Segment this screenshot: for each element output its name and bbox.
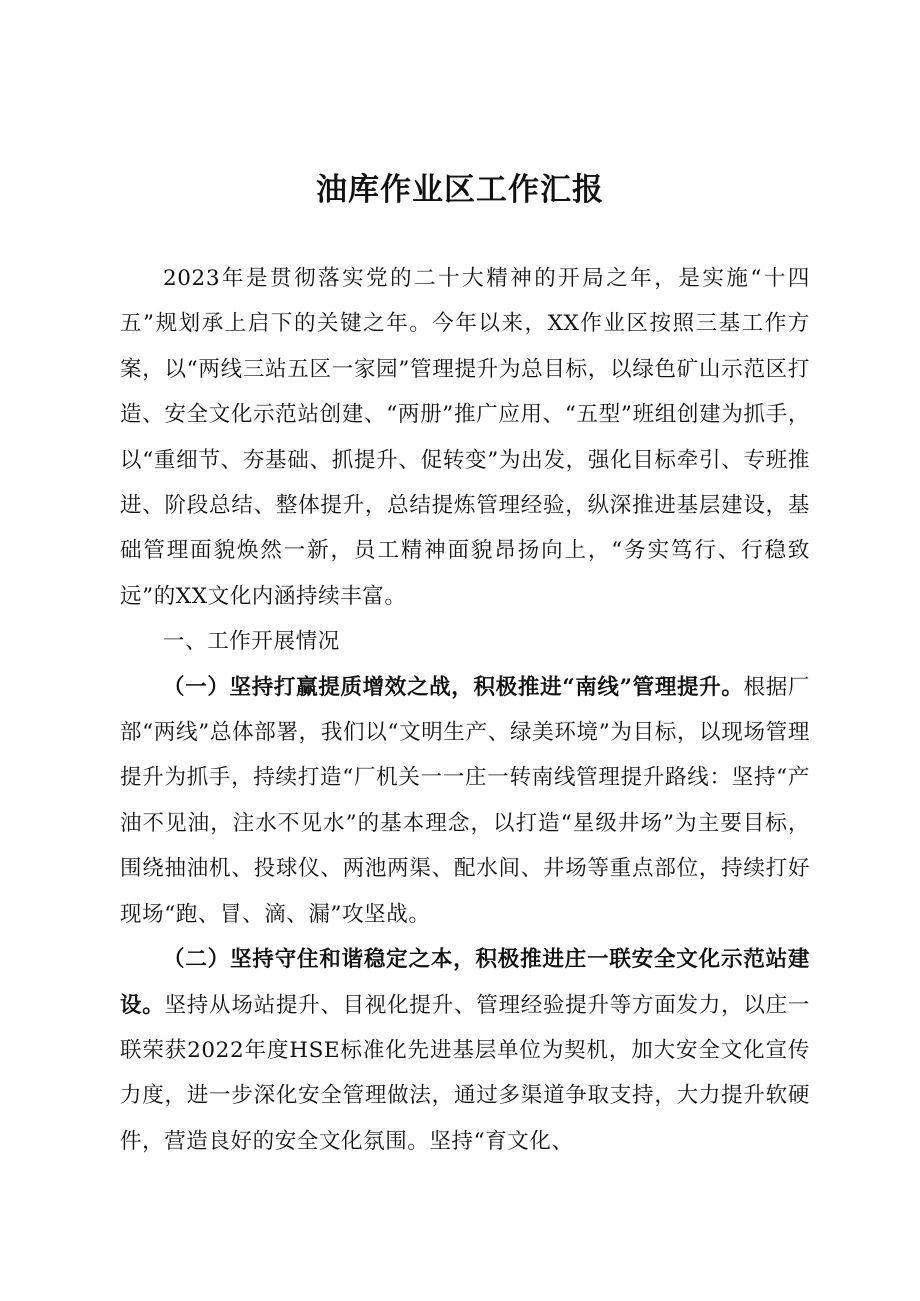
item-2-body: 坚持从场站提升、目视化提升、管理经验提升等方面发力，以庄一联荣获2022年度HSE标准化先进基层单位为契机，加大安全文化宣传力度，进一步深化安全管理做法，通过多渠道争取支持，大力提升软硬件，营造良好的安全文化氛围。坚持“育文化、 [120,992,810,1154]
item-1-body: 根据厂部“两线”总体部署，我们以“文明生产、绿美环境”为目标，以现场管理提升为抓手，持续打造“厂机关一一庄一转南线管理提升路线：坚持“产油不见油，注水不见水”的基本理念，以打造“星级井场”为主要目标，围绕抽油机、投球仪、两池两渠、配水间、井场等重点部位，持续打好现场“跑、冒、滴、漏”攻坚战。 [120,674,810,927]
item-1-heading: （一）坚持打赢提质增效之战，积极推进“南线”管理提升。 [163,674,744,700]
item-1-paragraph [120,665,810,937]
document-body [120,256,810,1164]
document-title: 油库作业区工作汇报 [316,172,604,208]
section-heading: 一、工作开展情况 [163,629,340,655]
item-2-heading: （二）坚持守住和谐稳定之本，积极推进庄一联安全文化示范站建设。 [120,947,810,1018]
intro-paragraph: 2023年是贯彻落实党的二十大精神的开局之年，是实施“十四五”规划承上启下的关键之年。今年以来，XX作业区按照三基工作方案，以“两线三站五区一家园”管理提升为总目标，以绿色矿山示范区打造、安全文化示范站创建、“两册”推广应用、“五型”班组创建为抓手，以“重细节、夯基础、抓提升、促转变”为出发，强化目标牵引、专班推进、阶段总结、整体提升，总结提炼管理经验，纵深推进基层建设，基础管理面貌焕然一新，员工精神面貌昂扬向上，“务实笃行、行稳致远”的XX文化内涵持续丰富。 [120,266,810,609]
item-2-paragraph [120,937,810,1164]
